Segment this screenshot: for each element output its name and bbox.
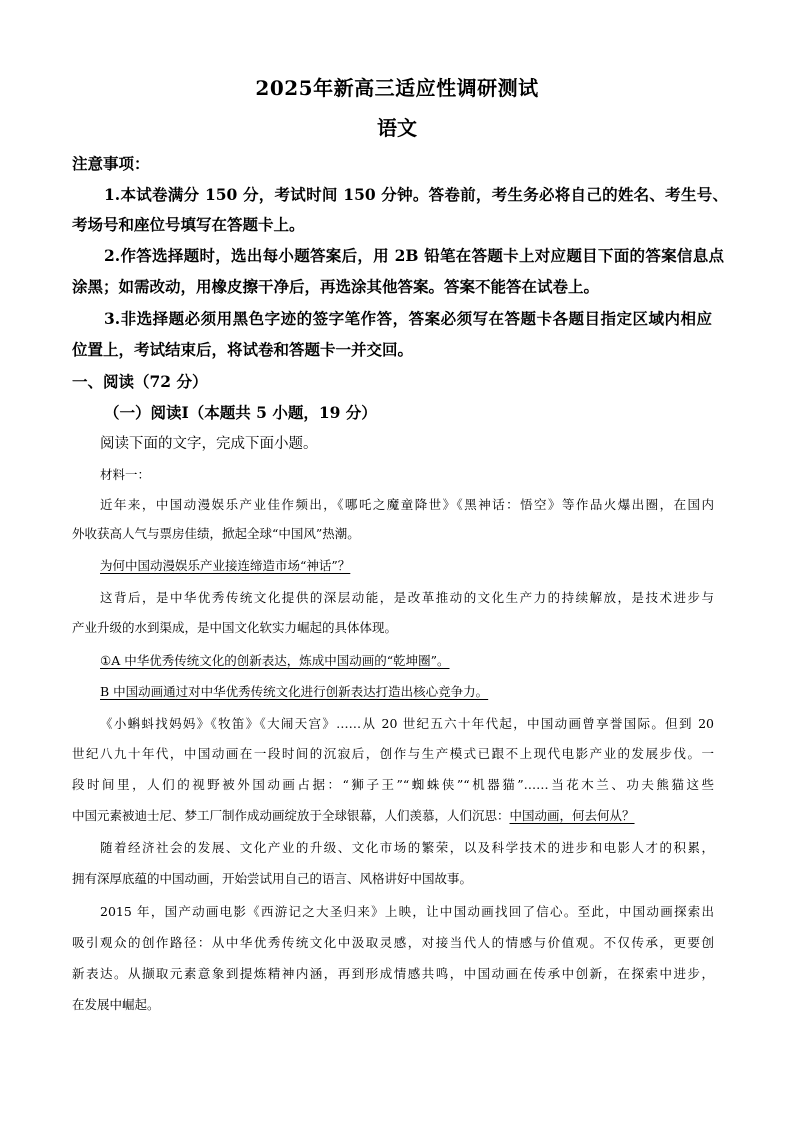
section-heading: 一、阅读（72 分） — [72, 372, 208, 391]
reading-instruction: 阅读下面的文字，完成下面小题。 — [100, 436, 318, 452]
paragraph-3-line-3: 段时间里，人们的视野被外国动画占据：“狮子王”“蜘蛛侠”“机器猫”……当花木兰、功夫熊猫这些 — [72, 777, 714, 792]
notice-item-2-line-2: 涂黑；如需改动，用橡皮擦干净后，再选涂其他答案。答案不能答在试卷上。 — [72, 277, 600, 296]
paragraph-2-line-1: 这背后，是中华优秀传统文化提供的深层动能，是改革推动的文化生产力的持续解放，是技术进步与 — [100, 590, 714, 605]
paragraph-5-line-2: 吸引观众的创作路径：从中华优秀传统文化中汲取灵感，对接当代人的情感与价值观。不仅传承，更要创 — [72, 935, 714, 950]
paragraph-3-question: 中国动画，何去何从？ — [509, 808, 635, 823]
material-label: 材料一： — [100, 467, 151, 482]
subject-title: 语文 — [377, 116, 417, 140]
point-a: ①A 中华优秀传统文化的创新表达，炼成中国动画的“乾坤圈”。 — [100, 653, 450, 668]
paragraph-2-line-2: 产业升级的水到渠成，是中国文化软实力崛起的具体体现。 — [72, 620, 398, 635]
notice-item-2-line-1: 2.作答选择题时，选出每小题答案后，用 2B 铅笔在答题卡上对应题目下面的答案信息点 — [104, 246, 724, 265]
notice-item-3-line-2: 位置上，考试结束后，将试卷和答题卡一并交回。 — [72, 340, 414, 359]
paragraph-4-line-1: 随着经济社会的发展、文化产业的升级、文化市场的繁荣，以及科学技术的进步和电影人才的积累， — [100, 840, 714, 855]
notice-heading: 注意事项： — [72, 154, 150, 173]
notice-item-1-line-1: 1.本试卷满分 150 分，考试时间 150 分钟。答卷前，考生务必将自己的姓名、考生号、 — [104, 185, 728, 204]
paragraph-3-line-4 — [72, 806, 635, 824]
paragraph-5-line-4: 在发展中崛起。 — [72, 997, 160, 1012]
point-b: B 中国动画通过对中华优秀传统文化进行创新表达打造出核心竞争力。 — [100, 684, 489, 699]
subsection-heading: （一）阅读Ⅰ（本题共 5 小题，19 分） — [104, 403, 377, 422]
paragraph-3-line-2: 世纪八九十年代，中国动画在一段时间的沉寂后，创作与生产模式已跟不上现代电影产业的发展步伐。一 — [72, 746, 714, 761]
paragraph-4-line-2: 拥有深厚底蕴的中国动画，开始尝试用自己的语言、风格讲好中国故事。 — [72, 871, 473, 886]
notice-item-1-line-2: 考场号和座位号填写在答题卡上。 — [72, 215, 305, 234]
paragraph-3-line-4-text: 中国元素被迪士尼、梦工厂制作成动画绽放于全球银幕，人们羡慕，人们沉思： — [72, 808, 510, 823]
question-line: 为何中国动漫娱乐产业接连缔造市场“神话”？ — [100, 558, 351, 573]
exam-title: 2025年新高三适应性调研测试 — [255, 76, 539, 100]
paragraph-1-line-2: 外收获高人气与票房佳绩，掀起全球“中国风”热潮。 — [72, 526, 360, 541]
paragraph-3-line-1: 《小蝌蚪找妈妈》《牧笛》《大闹天宫》……从 20 世纪五六十年代起，中国动画曾享誉国际。但到 20 — [100, 716, 714, 731]
paragraph-1-line-1: 近年来，中国动漫娱乐产业佳作频出，《哪吒之魔童降世》《黑神话：悟空》等作品火爆出圈，在国内 — [100, 497, 714, 512]
paragraph-5-line-1: 2015 年，国产动画电影《西游记之大圣归来》上映，让中国动画找回了信心。至此，中国动画探索出 — [100, 904, 714, 919]
paragraph-5-line-3: 新表达。从撷取元素意象到提炼精神内涵，再到形成情感共鸣，中国动画在传承中创新，在探索中进步， — [72, 966, 714, 981]
notice-item-3-line-1: 3.非选择题必须用黑色字迹的签字笔作答，答案必须写在答题卡各题目指定区域内相应 — [104, 309, 712, 328]
